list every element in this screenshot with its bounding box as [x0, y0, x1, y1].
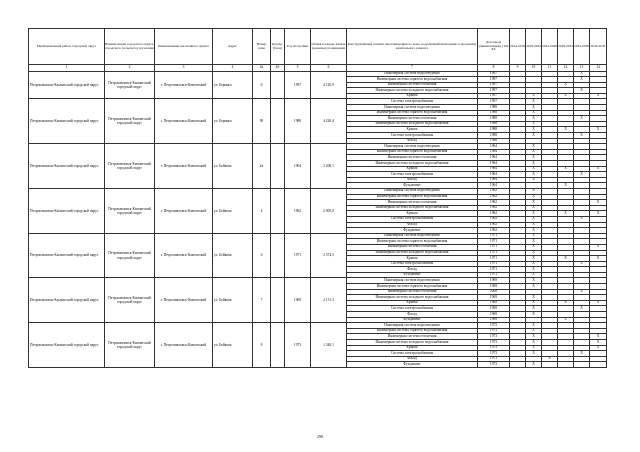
address-cell: ул. Бейкова	[213, 278, 253, 323]
settlement-cell: Петропавловск-Камчатский городской округ	[105, 278, 155, 323]
period-mark-cell: X	[526, 256, 542, 262]
area-cell: 2 208,1	[311, 144, 347, 189]
column-number: 8	[478, 65, 510, 72]
period-mark-cell: X	[526, 211, 542, 217]
element-cell: Инженерная система водоотведения	[347, 188, 478, 194]
date-input-cell: 1964	[478, 172, 510, 178]
date-input-cell: 1997	[478, 71, 510, 77]
period-mark-cell: X	[590, 93, 607, 99]
period-mark-cell: X	[526, 149, 542, 155]
element-cell: Инженерная система горячего водоснабжения	[347, 239, 478, 245]
date-input-cell: 1988	[478, 133, 510, 139]
period-mark-cell: X	[526, 239, 542, 245]
column-number: 6	[311, 65, 347, 72]
block-cell	[271, 99, 285, 144]
period-mark-cell: X	[574, 133, 590, 139]
year-built-cell: 1973	[285, 323, 311, 368]
col-header-period-4: 2029-2033	[558, 29, 574, 65]
period-mark-cell: X	[526, 116, 542, 122]
date-input-cell: 1969	[478, 312, 510, 318]
year-built-cell: 1964	[285, 144, 311, 189]
period-mark-cell: X	[558, 166, 574, 172]
address-cell: ул. Бейкова	[213, 144, 253, 189]
period-mark-cell: X	[574, 71, 590, 77]
period-mark-cell: X	[558, 183, 574, 189]
col-header-period-3: 2024-2028	[542, 29, 558, 65]
element-cell: Инженерная система водоотведения	[347, 144, 478, 150]
date-input-cell: 1962	[478, 205, 510, 211]
district-cell: Петропавловск-Камчатский городской округ	[29, 233, 105, 278]
house-number-cell: 6	[253, 233, 271, 278]
period-mark-cell: X	[526, 194, 542, 200]
column-number: 14	[590, 65, 607, 72]
locality-cell: г. Петропавловск-Камчатский	[155, 278, 213, 323]
date-input-cell: 1988	[478, 121, 510, 127]
area-cell: 4 220,4	[311, 99, 347, 144]
period-mark-cell	[510, 362, 526, 368]
date-input-cell: 2008	[478, 289, 510, 295]
element-cell: Инженерная система горячего водоснабжения	[347, 149, 478, 155]
period-mark-cell: X	[574, 351, 590, 357]
date-input-cell: 1997	[478, 99, 510, 105]
col-header-period-5: 2034-2038	[574, 29, 590, 65]
element-cell: Система электроснабжения	[347, 99, 478, 105]
district-cell: Петропавловск-Камчатский городской округ	[29, 278, 105, 323]
element-cell: Фасад	[347, 138, 478, 144]
element-cell: Инженерная система холодного водоснабжения	[347, 121, 478, 127]
col-header-period-1: 2014-2018	[510, 29, 526, 65]
period-mark-cell: X	[558, 300, 574, 306]
period-mark-cell: X	[558, 211, 574, 217]
period-mark-cell: X	[590, 211, 607, 217]
date-input-cell: 1988	[478, 127, 510, 133]
element-cell: Фасад	[347, 177, 478, 183]
date-input-cell: 1973	[478, 351, 510, 357]
block-cell	[271, 188, 285, 233]
date-input-cell: 1969	[478, 306, 510, 312]
house-number-cell: 8	[253, 323, 271, 368]
element-cell: Инженерная система холодного водоснабжения	[347, 205, 478, 211]
element-cell: Фасад	[347, 267, 478, 273]
date-input-cell: 1997	[478, 93, 510, 99]
period-mark-cell: X	[526, 345, 542, 351]
period-mark-cell: X	[590, 334, 607, 340]
repair-program-table	[28, 28, 607, 368]
table-body	[29, 71, 607, 367]
element-cell: Фасад	[347, 222, 478, 228]
col-header-locality: Наименование населенного пункта	[155, 29, 213, 65]
year-built-cell: 1997	[285, 71, 311, 99]
element-cell: Фасад	[347, 356, 478, 362]
locality-cell: г. Петропавловск-Камчатский	[155, 99, 213, 144]
element-cell: Система электроснабжения	[347, 351, 478, 357]
date-input-cell: 1971	[478, 267, 510, 273]
date-input-cell: 1971	[478, 261, 510, 267]
date-input-cell: 1962	[478, 216, 510, 222]
element-cell: Инженерная система холодного водоснабжения	[347, 340, 478, 346]
element-cell: Инженерная система отопления	[347, 289, 478, 295]
element-cell: Инженерная система горячего водоснабжения	[347, 194, 478, 200]
period-mark-cell	[574, 362, 590, 368]
locality-cell: г. Петропавловск-Камчатский	[155, 233, 213, 278]
date-input-cell: 1997	[478, 77, 510, 83]
period-mark-cell: X	[574, 289, 590, 295]
period-mark-cell: X	[558, 127, 574, 133]
settlement-cell: Петропавловск-Камчатский городской округ	[105, 99, 155, 144]
date-input-cell: 1969	[478, 284, 510, 290]
period-mark-cell: X	[558, 256, 574, 262]
date-input-cell: 1964	[478, 177, 510, 183]
district-cell: Петропавловск-Камчатский городской округ	[29, 144, 105, 189]
period-mark-cell: X	[590, 345, 607, 351]
date-input-cell: 1988	[478, 138, 510, 144]
block-cell	[271, 71, 285, 99]
date-input-cell: 1964	[478, 183, 510, 189]
element-cell: Инженерная система горячего водоснабжения	[347, 77, 478, 83]
locality-cell: г. Петропавловск-Камчатский	[155, 323, 213, 368]
period-mark-cell: X	[526, 278, 542, 284]
block-cell	[271, 233, 285, 278]
period-mark-cell: X	[526, 295, 542, 301]
date-input-cell: 1973	[478, 362, 510, 368]
period-mark-cell: X	[590, 256, 607, 262]
period-mark-cell: X	[558, 82, 574, 88]
period-mark-cell: X	[526, 121, 542, 127]
house-number-cell: 6	[253, 71, 271, 99]
column-number: 3	[155, 65, 213, 72]
header-row	[29, 29, 607, 65]
settlement-cell: Петропавловск-Камчатский городской округ	[105, 233, 155, 278]
column-number: 9	[510, 65, 526, 72]
col-header-area: Общая площадь жилых (нежилых) помещений	[311, 29, 347, 65]
column-number: 5	[285, 65, 311, 72]
address-cell: ул. Бейкова	[213, 233, 253, 278]
period-mark-cell: X	[526, 362, 542, 368]
col-header-element: Конструктивный элемент многоквартирного дома, подлежащий включению в программу капитального ремонта	[347, 29, 478, 65]
date-input-cell: 1969	[478, 300, 510, 306]
date-input-cell: 1973	[478, 340, 510, 346]
period-mark-cell: X	[526, 284, 542, 290]
period-mark-cell: X	[526, 177, 542, 183]
year-built-cell: 1969	[285, 278, 311, 323]
period-mark-cell: X	[526, 272, 542, 278]
address-cell: ул. Беринга	[213, 99, 253, 144]
element-cell: Инженерная система отопления	[347, 200, 478, 206]
period-mark-cell: X	[526, 105, 542, 111]
period-mark-cell: X	[574, 216, 590, 222]
element-cell: Инженерная система холодного водоснабжения	[347, 295, 478, 301]
date-input-cell: 1964	[478, 155, 510, 161]
date-input-cell: 1971	[478, 272, 510, 278]
period-mark-cell: X	[526, 300, 542, 306]
period-mark-cell	[558, 362, 574, 368]
date-input-cell: 1964	[478, 149, 510, 155]
area-cell: 4 120,9	[311, 71, 347, 99]
col-header-house: Номер дома	[253, 29, 271, 65]
period-mark-cell: X	[526, 334, 542, 340]
address-cell: ул. Беринга	[213, 71, 253, 99]
period-mark-cell: X	[526, 340, 542, 346]
period-mark-cell: X	[526, 200, 542, 206]
column-number: 12	[558, 65, 574, 72]
year-built-cell: 1988	[285, 99, 311, 144]
period-mark-cell: X	[526, 228, 542, 234]
column-number: 2	[105, 65, 155, 72]
address-cell: ул. Бейкова	[213, 188, 253, 233]
element-cell: Инженерная система отопления	[347, 244, 478, 250]
period-mark-cell: X	[558, 317, 574, 323]
col-header-date-input: Дата ввода (приватизации) у КР КЗ	[478, 29, 510, 65]
period-mark-cell: X	[526, 205, 542, 211]
period-mark-cell: X	[526, 328, 542, 334]
block-cell	[271, 278, 285, 323]
date-input-cell: 1988	[478, 105, 510, 111]
period-mark-cell: X	[590, 300, 607, 306]
period-mark-cell: X	[590, 166, 607, 172]
period-mark-cell: X	[526, 172, 542, 178]
element-cell: Фундамент	[347, 272, 478, 278]
date-input-cell: 1969	[478, 317, 510, 323]
element-cell: Инженерная система горячего водоснабжения	[347, 110, 478, 116]
element-cell: Система электроснабжения	[347, 261, 478, 267]
period-mark-cell: X	[574, 88, 590, 94]
element-cell: Инженерная система горячего водоснабжения	[347, 328, 478, 334]
date-input-cell: 1962	[478, 228, 510, 234]
house-number-cell: 90	[253, 99, 271, 144]
address-cell: ул. Бейкова	[213, 323, 253, 368]
element-cell: Инженерная система водоотведения	[347, 233, 478, 239]
date-input-cell: 1988	[478, 110, 510, 116]
date-input-cell: 1964	[478, 144, 510, 150]
date-input-cell: 1971	[478, 233, 510, 239]
element-cell: Фундамент	[347, 228, 478, 234]
period-mark-cell: X	[574, 172, 590, 178]
date-input-cell: 1973	[478, 345, 510, 351]
area-cell: 1 340,1	[311, 323, 347, 368]
column-number: 11	[542, 65, 558, 72]
area-cell: 2 131,3	[311, 278, 347, 323]
period-mark-cell: X	[526, 166, 542, 172]
element-cell: Инженерная система отопления	[347, 155, 478, 161]
district-cell: Петропавловск-Камчатский городской округ	[29, 99, 105, 144]
date-input-cell: 1969	[478, 295, 510, 301]
period-mark-cell: X	[526, 261, 542, 267]
period-mark-cell	[542, 362, 558, 368]
date-input-cell: 1988	[478, 116, 510, 122]
date-input-cell: 1973	[478, 323, 510, 329]
period-mark-cell: X	[526, 188, 542, 194]
element-cell: Система электроснабжения	[347, 172, 478, 178]
date-input-cell: 1997	[478, 88, 510, 94]
period-mark-cell: X	[590, 340, 607, 346]
period-mark-cell: X	[526, 250, 542, 256]
element-cell: Инженерная система холодного водоснабжения	[347, 250, 478, 256]
element-cell: Фундамент	[347, 362, 478, 368]
district-cell: Петропавловск-Камчатский городской округ	[29, 71, 105, 99]
column-number: 7	[347, 65, 478, 72]
area-cell: 2 005,0	[311, 188, 347, 233]
col-header-year-built: Год постройки	[285, 29, 311, 65]
col-header-period-6: 2039-2043	[590, 29, 607, 65]
column-number: 13	[574, 65, 590, 72]
period-mark-cell: X	[558, 93, 574, 99]
period-mark-cell: X	[542, 356, 558, 362]
house-number-cell: 7	[253, 278, 271, 323]
period-mark-cell: X	[526, 161, 542, 167]
period-mark-cell: X	[526, 306, 542, 312]
element-cell: Крыша	[347, 211, 478, 217]
date-input-cell: 1971	[478, 256, 510, 262]
period-mark-cell	[590, 362, 607, 368]
element-cell: Фундамент	[347, 183, 478, 189]
element-cell: Инженерная система горячего водоснабжения	[347, 284, 478, 290]
element-cell: Инженерная система водоотведения	[347, 323, 478, 329]
col-header-settlement: Наименование городского округа, городского (сельского) поселения	[105, 29, 155, 65]
element-cell: Система электроснабжения	[347, 216, 478, 222]
element-cell: Инженерная система холодного водоснабжения	[347, 161, 478, 167]
locality-cell: г. Петропавловск-Камчатский	[155, 71, 213, 99]
period-mark-cell: X	[526, 93, 542, 99]
element-cell: Крыша	[347, 300, 478, 306]
date-input-cell: 1973	[478, 328, 510, 334]
period-mark-cell: X	[526, 216, 542, 222]
period-mark-cell: X	[574, 306, 590, 312]
district-cell: Петропавловск-Камчатский городской округ	[29, 188, 105, 233]
element-cell: Инженерная система отопления	[347, 116, 478, 122]
element-cell: Фасад	[347, 312, 478, 318]
date-input-cell: 1962	[478, 194, 510, 200]
period-mark-cell: X	[590, 200, 607, 206]
period-mark-cell: X	[574, 77, 590, 83]
period-mark-cell: X	[526, 127, 542, 133]
period-mark-cell: X	[526, 155, 542, 161]
element-cell: Инженерная система водоотведения	[347, 105, 478, 111]
element-cell: Крыша	[347, 93, 478, 99]
date-input-cell: 1962	[478, 211, 510, 217]
element-cell: Фундамент	[347, 317, 478, 323]
date-input-cell: 1969	[478, 278, 510, 284]
column-number: 4	[213, 65, 253, 72]
period-mark-cell: X	[590, 127, 607, 133]
col-header-block: Корпус (блок)	[271, 29, 285, 65]
document-sheet	[28, 28, 607, 368]
element-cell: Система электроснабжения	[347, 306, 478, 312]
date-input-cell: 1997	[478, 82, 510, 88]
period-mark-cell: X	[526, 351, 542, 357]
element-cell: Инженерная система холодного водоснабжения	[347, 88, 478, 94]
house-number-cell: 4	[253, 188, 271, 233]
district-cell: Петропавловск-Камчатский городской округ	[29, 323, 105, 368]
date-input-cell: 1973	[478, 334, 510, 340]
period-mark-cell: X	[526, 312, 542, 318]
period-mark-cell: X	[574, 116, 590, 122]
date-input-cell: 1971	[478, 250, 510, 256]
date-input-cell: 1962	[478, 200, 510, 206]
locality-cell: г. Петропавловск-Камчатский	[155, 144, 213, 189]
period-mark-cell: X	[526, 133, 542, 139]
year-built-cell: 1962	[285, 188, 311, 233]
date-input-cell: 1962	[478, 188, 510, 194]
settlement-cell: Петропавловск-Камчатский городской округ	[105, 71, 155, 99]
col-header-district: Муниципальный район, Городской округ	[29, 29, 105, 65]
element-cell: Крыша	[347, 256, 478, 262]
element-cell: Инженерная система водоотведения	[347, 278, 478, 284]
block-cell	[271, 323, 285, 368]
element-cell: Инженерная система отопления	[347, 82, 478, 88]
area-cell: 2 374,5	[311, 233, 347, 278]
element-cell: Инженерная система отопления	[347, 334, 478, 340]
period-mark-cell: X	[526, 222, 542, 228]
period-mark-cell: X	[526, 267, 542, 273]
col-header-address: Адрес	[213, 29, 253, 65]
column-number: 1	[29, 65, 105, 72]
element-cell: Система электроснабжения	[347, 133, 478, 139]
period-mark-cell: X	[526, 244, 542, 250]
settlement-cell: Петропавловск-Камчатский городской округ	[105, 323, 155, 368]
element-cell: Крыша	[347, 345, 478, 351]
locality-cell: г. Петропавловск-Камчатский	[155, 188, 213, 233]
element-cell: Инженерная система водоотведения	[347, 71, 478, 77]
year-built-cell: 1971	[285, 233, 311, 278]
element-cell: Крыша	[347, 127, 478, 133]
date-input-cell: 1964	[478, 161, 510, 167]
page-number: 298	[317, 434, 323, 439]
column-number: 10	[526, 65, 542, 72]
period-mark-cell: X	[526, 323, 542, 329]
element-cell: Крыша	[347, 166, 478, 172]
block-cell	[271, 144, 285, 189]
house-number-cell: 2а	[253, 144, 271, 189]
date-input-cell: 1971	[478, 244, 510, 250]
date-input-cell: 1962	[478, 222, 510, 228]
date-input-cell: 1964	[478, 166, 510, 172]
settlement-cell: Петропавловск-Камчатский городской округ	[105, 188, 155, 233]
settlement-cell: Петропавловск-Камчатский городской округ	[105, 144, 155, 189]
period-mark-cell: X	[526, 144, 542, 150]
column-number: 4б	[271, 65, 285, 72]
col-header-period-2: 2019-2023	[526, 29, 542, 65]
date-input-cell: 1973	[478, 356, 510, 362]
period-mark-cell: X	[526, 99, 542, 105]
period-mark-cell: X	[526, 233, 542, 239]
period-mark-cell: X	[590, 244, 607, 250]
period-mark-cell: X	[526, 110, 542, 116]
period-mark-cell: X	[574, 261, 590, 267]
column-number: 4а	[253, 65, 271, 72]
date-input-cell: 1971	[478, 239, 510, 245]
